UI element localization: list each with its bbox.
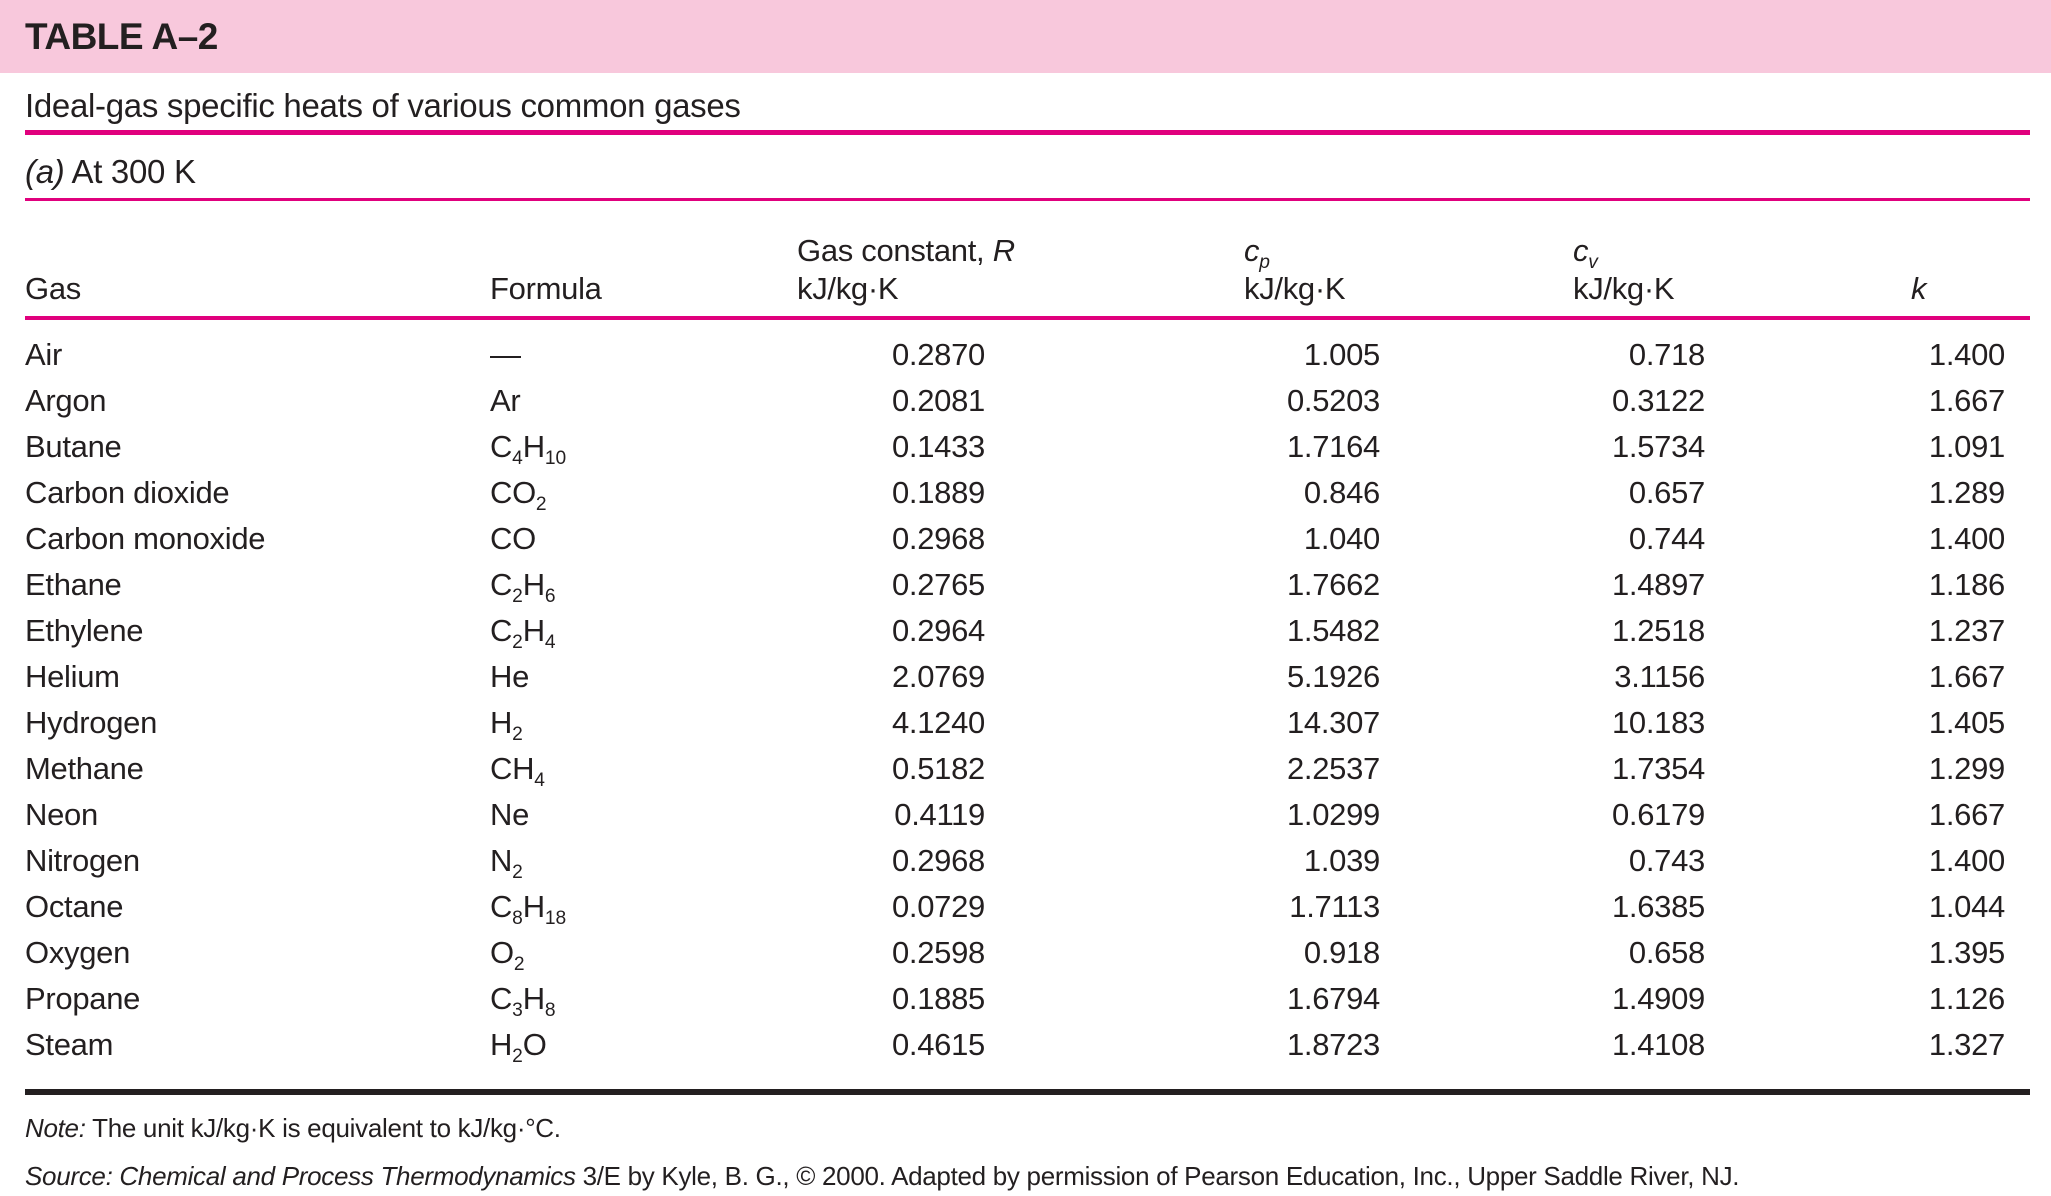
cp-value-cell: 1.6794	[1286, 981, 1380, 1016]
table-row	[25, 424, 2030, 470]
r-value-cell: 0.1433	[891, 429, 985, 464]
cv-value-cell: 10.183	[1611, 705, 1705, 740]
cp-value-cell: 1.005	[1303, 337, 1380, 372]
formula-cell: $N_2$	[490, 843, 523, 884]
cp-value-cell: 2.2537	[1286, 751, 1380, 786]
table-row	[25, 654, 2030, 700]
k-value-cell: 1.400	[1928, 337, 2005, 372]
gas-name-cell: Butane	[25, 429, 122, 464]
k-value-cell: 1.186	[1928, 567, 2005, 602]
note-text: Note: The unit kJ/kg·K is equivalent to kJ/kg·°C.	[25, 1113, 561, 1143]
subtitle-part-label: (a)	[25, 153, 65, 190]
formula-cell: $CO_2$	[490, 475, 547, 516]
r-value-cell: 4.1240	[891, 705, 985, 740]
cp-value-cell: 1.0299	[1286, 797, 1380, 832]
cv-value-cell: 1.4897	[1611, 567, 1705, 602]
k-value-cell: 1.667	[1928, 797, 2005, 832]
gas-name-cell: Hydrogen	[25, 705, 158, 740]
gas-name-cell: Carbon monoxide	[25, 521, 266, 556]
cp-value-cell: 0.918	[1303, 935, 1380, 970]
r-value-cell: 2.0769	[891, 659, 985, 694]
k-value-cell: 1.667	[1928, 659, 2005, 694]
cv-value-cell: 0.658	[1628, 935, 1705, 970]
formula-cell: $C_4H_{10}$	[490, 429, 567, 470]
formula-cell: $C_2H_6$	[490, 567, 556, 608]
r-value-cell: 0.2598	[891, 935, 985, 970]
cp-value-cell: 1.040	[1303, 521, 1380, 556]
formula-cell: $O_2$	[490, 935, 525, 976]
r-value-cell: 0.0729	[891, 889, 985, 924]
table-row	[25, 470, 2030, 516]
column-header-cp: $c_p$ kJ/kg·K	[1244, 233, 1346, 306]
gas-name-cell: Air	[25, 337, 62, 372]
k-value-cell: 1.126	[1928, 981, 2005, 1016]
gas-name-cell: Helium	[25, 659, 120, 694]
cp-value-cell: 1.7164	[1286, 429, 1380, 464]
cp-value-cell: 0.846	[1303, 475, 1380, 510]
cv-value-cell: 3.1156	[1614, 659, 1705, 694]
r-symbol: R	[992, 233, 1015, 268]
table-row	[25, 608, 2030, 654]
bottom-rule	[25, 1089, 2030, 1095]
cv-subscript: v	[1588, 252, 1598, 274]
cv-value-cell: 1.5734	[1611, 429, 1705, 464]
r-value-cell: 0.4615	[891, 1027, 985, 1062]
k-value-cell: 1.327	[1928, 1027, 2005, 1062]
table-content	[25, 73, 2030, 1193]
gas-name-cell: Steam	[25, 1027, 114, 1062]
r-unit: kJ/kg·K	[797, 271, 899, 306]
cv-value-cell: 1.4909	[1611, 981, 1705, 1016]
formula-cell: $C_2H_4$	[490, 613, 556, 654]
note-label: Note:	[25, 1113, 86, 1143]
r-value-cell: 0.5182	[891, 751, 985, 786]
formula-cell: Ar	[490, 383, 521, 418]
gas-name-cell: Propane	[25, 981, 141, 1016]
gas-name-cell: Neon	[25, 797, 98, 832]
gas-name-cell: Argon	[25, 383, 107, 418]
table-row	[25, 1022, 2030, 1068]
formula-cell: Ne	[490, 797, 530, 832]
cv-value-cell: 0.744	[1628, 521, 1705, 556]
formula-cell: CO	[490, 521, 536, 556]
r-value-cell: 0.2968	[891, 521, 985, 556]
formula-cell: $H_2O$	[490, 1027, 547, 1068]
k-value-cell: 1.044	[1928, 889, 2005, 924]
table-row	[25, 516, 2030, 562]
table-title: Ideal-gas specific heats of various common gases	[25, 73, 2030, 135]
r-value-cell: 0.2081	[891, 383, 985, 418]
table-label: TABLE A–2	[25, 15, 218, 57]
source-text: Source: Chemical and Process Thermodynamics 3/E by Kyle, B. G., © 2000. Adapted by permission of Pearson Education, Inc., Upper Saddle River, NJ.	[25, 1161, 1740, 1191]
k-value-cell: 1.405	[1928, 705, 2005, 740]
gas-name-cell: Ethane	[25, 567, 122, 602]
table-row	[25, 562, 2030, 608]
r-value-cell: 0.1889	[891, 475, 985, 510]
k-value-cell: 1.091	[1928, 429, 2005, 464]
cp-value-cell: 14.307	[1286, 705, 1380, 740]
table-row	[25, 930, 2030, 976]
cp-value-cell: 1.039	[1303, 843, 1380, 878]
gas-name-cell: Methane	[25, 751, 144, 786]
table-row	[25, 838, 2030, 884]
cv-value-cell: 0.743	[1628, 843, 1705, 878]
formula-cell: $C_3H_8$	[490, 981, 556, 1022]
column-headers	[25, 201, 2030, 320]
formula-cell: —	[490, 337, 521, 372]
k-value-cell: 1.237	[1928, 613, 2005, 648]
cp-value-cell: 1.7662	[1286, 567, 1380, 602]
formula-cell: $CH_4$	[490, 751, 545, 792]
cp-value-cell: 1.7113	[1289, 889, 1380, 924]
cv-value-cell: 0.657	[1628, 475, 1705, 510]
cv-value-cell: 1.2518	[1611, 613, 1705, 648]
source-label: Source: Chemical and Process Thermodynamics	[25, 1161, 576, 1191]
cp-subscript: p	[1259, 252, 1270, 274]
cp-value-cell: 0.5203	[1286, 383, 1380, 418]
r-value-cell: 0.2968	[891, 843, 985, 878]
gas-name-cell: Oxygen	[25, 935, 131, 970]
k-value-cell: 1.400	[1928, 843, 2005, 878]
r-value-cell: 0.4119	[894, 797, 985, 832]
column-header-k: k	[1911, 271, 1927, 306]
gas-name-cell: Carbon dioxide	[25, 475, 230, 510]
table-row	[25, 746, 2030, 792]
table-row	[25, 976, 2030, 1022]
gas-name-cell: Ethylene	[25, 613, 144, 648]
r-value-cell: 0.2765	[891, 567, 985, 602]
cv-value-cell: 0.718	[1628, 337, 1705, 372]
cv-value-cell: 1.4108	[1611, 1027, 1705, 1062]
subtitle-part-text: At 300 K	[64, 153, 196, 190]
column-header-gas-constant: Gas constant, R kJ/kg·K	[797, 233, 1015, 306]
k-value-cell: 1.667	[1928, 383, 2005, 418]
cp-value-cell: 1.8723	[1286, 1027, 1380, 1062]
gas-name-cell: Octane	[25, 889, 124, 924]
k-value-cell: 1.400	[1928, 521, 2005, 556]
k-value-cell: 1.395	[1928, 935, 2005, 970]
gas-name-cell: Nitrogen	[25, 843, 140, 878]
cv-value-cell: 1.6385	[1611, 889, 1705, 924]
cv-value-cell: 0.3122	[1611, 383, 1705, 418]
r-value-cell: 0.1885	[891, 981, 985, 1016]
cp-unit: kJ/kg·K	[1244, 271, 1346, 306]
k-value-cell: 1.289	[1928, 475, 2005, 510]
cv-value-cell: 1.7354	[1611, 751, 1705, 786]
formula-cell: He	[490, 659, 530, 694]
cp-value-cell: 1.5482	[1286, 613, 1380, 648]
cv-unit: kJ/kg·K	[1573, 271, 1675, 306]
formula-cell: $C_8H_{18}$	[490, 889, 567, 930]
column-header-formula: Formula	[490, 271, 602, 306]
r-value-cell: 0.2870	[891, 337, 985, 372]
table-row	[25, 792, 2030, 838]
table-row	[25, 700, 2030, 746]
cv-value-cell: 0.6179	[1611, 797, 1705, 832]
table-row	[25, 332, 2030, 378]
column-header-gas: Gas	[25, 271, 81, 306]
header-band	[0, 0, 2051, 73]
k-value-cell: 1.299	[1928, 751, 2005, 786]
formula-cell: $H_2$	[490, 705, 523, 746]
table-row	[25, 884, 2030, 930]
column-header-cv: $c_v$ kJ/kg·K	[1573, 233, 1675, 306]
table-row	[25, 378, 2030, 424]
table-subtitle	[25, 135, 2030, 201]
table-body	[25, 320, 2030, 1068]
r-value-cell: 0.2964	[891, 613, 985, 648]
cp-value-cell: 5.1926	[1286, 659, 1380, 694]
